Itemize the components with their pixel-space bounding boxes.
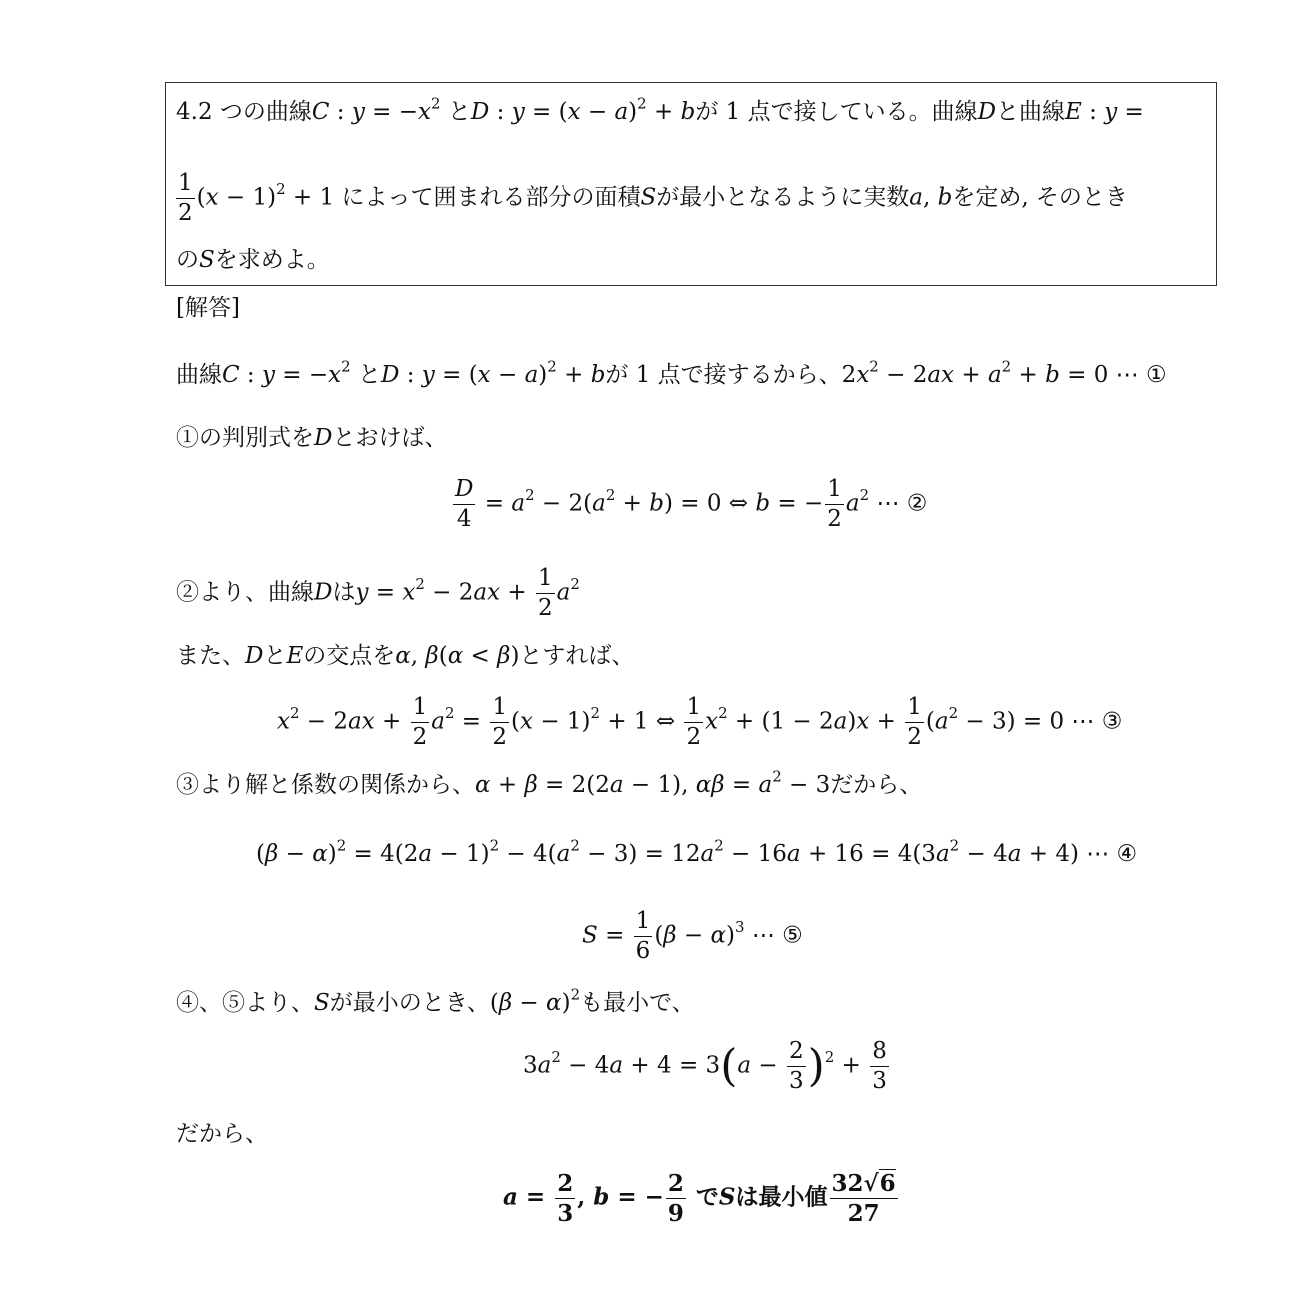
solution-paragraph-6: ④、⑤より、Sが最小のとき、$(\beta - \alpha)^2$も最小で、	[176, 985, 695, 1016]
equation-area: S = $\frac{1}{6}$ $(\beta - \alpha)^3$ ⋯ ⑤	[582, 908, 803, 964]
solution-paragraph-4: また、DとEの交点をα, β(α < β)とすれば、	[176, 643, 635, 669]
solution-paragraph-3: ②より、曲線Dは$y = x^2 - 2ax$ + $\frac{1}{2}$ $a^2$	[176, 565, 580, 621]
equation-complete-square: $3a^2 - 4a + 4 = 3(a$ − $\frac{2}{3}$ )$^2$ + $\frac{8}{3}$	[523, 1038, 887, 1094]
problem-line-2: $\frac{1}{2}$ $(x - 1)^2 + 1$ によって囲まれる部分の面積Sが最小となるように実数a, bを定め, そのとき	[178, 170, 1128, 226]
equation-intersection: $x^2 - 2ax$ + $\frac{1}{2}$ $a^2$ = $\frac{1}{2}$ $(x - 1)^2 + 1$ ⇔ $\frac{1}{2}$ $x^2 + (1 - 2a)x$ + $\frac{1}{2}$ $(a^2 - 3) = 0$ ⋯ ③	[277, 694, 1123, 750]
final-answer: a = $\frac{2}{3}$ , b = − $\frac{2}{9}$ でSは最小値 $\frac{32√6}{27}$	[503, 1170, 896, 1227]
solution-heading: [解答]	[176, 295, 240, 321]
problem-line-1: 4.2 つの曲線C : $y = -x^2$ とD : $y = (x - a)^2 + b$が 1 点で接している。曲線Dと曲線E : y =	[176, 94, 1144, 125]
solution-paragraph-5: ③より解と係数の関係から、α + β = 2(2a − 1), $\alpha\beta = a^2 - 3$だから、	[176, 767, 923, 798]
solution-paragraph-2: ①の判別式をDとおけば、	[176, 425, 448, 451]
solution-paragraph-7: だから、	[176, 1121, 268, 1147]
problem-line-3: のSを求めよ。	[176, 247, 330, 273]
equation-difference-squared: $(\beta - \alpha)^2 = 4(2a - 1)^2 - 4(a^2 - 3) = 12a^2 - 16a + 16 = 4(3a^2 - 4a + 4)$ ⋯ ④	[256, 836, 1138, 867]
equation-discriminant: $\frac{D}{4}$ = $a^2 - 2(a^2 + b) = 0$ ⇔ b = − $\frac{1}{2}$ $a^2$ ⋯ ②	[455, 476, 928, 532]
solution-paragraph-1: 曲線C : $y = -x^2$ とD : $y = (x - a)^2 + b$が 1 点で接するから、$2x^2 - 2ax + a^2 + b = 0$ ⋯ ①	[176, 357, 1167, 388]
